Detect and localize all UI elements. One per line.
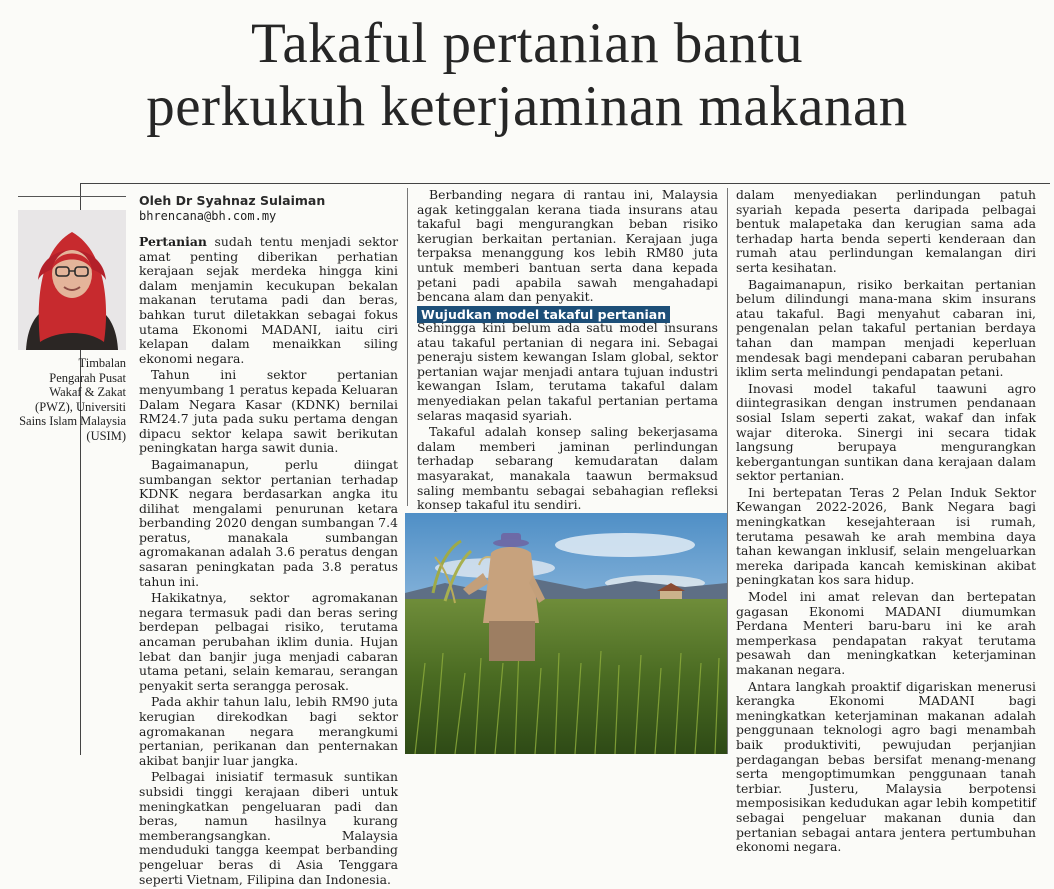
subheading: Wujudkan model takaful pertanian: [417, 306, 670, 323]
paragraph: Model ini amat relevan dan bertepatan gagasan Ekonomi MADANI diumumkan Perdana Menteri baru-baru ini ke arah memperkasa pendapatan rakyat terutama pesawah dan meningkatkan keterjaminan makanan negara.: [736, 589, 1036, 677]
paragraph: Antara langkah proaktif digariskan menerusi kerangka Ekonomi MADANI bagi meningkatkan keterjaminan makanan adalah penggunaan teknologi agro bagi menambah baik produktiviti, pewujudan perjanjian perdagangan bebas bersifat menang-menang serta mengoptimumkan penggunaan tanah terbiar. Justeru, Malaysia berpotensi memposisikan kedudukan agar lebih kompetitif sebagai pengeluar makanan dunia dan pertanian sebagai antara jentera pertumbuhan ekonomi negara.: [736, 678, 1036, 855]
column-3: [736, 188, 1036, 857]
headline-line-1: Takaful pertanian bantu: [251, 12, 803, 75]
caption-line: (PWZ), Universiti: [35, 399, 126, 414]
caption-line: Pengarah Pusat: [49, 370, 126, 385]
paragraph: Tahun ini sektor pertanian menyumbang 1 peratus kepada Keluaran Dalam Negara Kasar (KDNK) bernilai RM24.7 juta pada suku pertama dengan dipacu sektor kelapa sawit berikutan peningkatan harga sawit dunia.: [139, 367, 398, 456]
author-email: bhrencana@bh.com.my: [139, 209, 277, 223]
paragraph: Hakikatnya, sektor agromakanan negara termasuk padi dan beras sering berdepan pelbagai risiko, terutama ancaman perubahan iklim dunia. Hujan lebat dan banjir juga menjadi cabaran utama petani, selain kemarau, serangan penyakit serta serangga perosak.: [139, 590, 398, 693]
headline-line-2: perkukuh keterjaminan makanan: [146, 75, 908, 138]
byline: [139, 193, 325, 223]
lead-paragraph: [139, 235, 398, 366]
paragraph: Sehingga kini belum ada satu model insurans atau takaful pertanian di negara ini. Sebagai peneraju sistem kewangan Islam global, sektor pertanian wajar menjadi antara tujuan industri kewangan Islam, terutama takaful dalam menyediakan pelan takaful pertanian pertama selaras maqasid syariah.: [417, 320, 718, 423]
author-portrait-illustration: [18, 210, 126, 350]
paragraph: dalam menyediakan perlindungan patuh syariah kepada peserta daripada pelbagai bentuk malapetaka dan kerugian sama ada terhadap harta benda seperti kenderaan dan rumah atau perlindungan kemalangan diri serta kesihatan.: [736, 187, 1036, 275]
column-divider: [407, 188, 408, 506]
rice-field-photo: [405, 513, 727, 754]
paragraph: Ini bertepatan Teras 2 Pelan Induk Sektor Kewangan 2022-2026, Bank Negara bagi meningkatkan kesejahteraan isi rumah, terutama pesawah ke arah membina daya tahan kewangan inklusif, selain mengeluarkan mereka daripada kancah kemiskinan akibat peningkatan kos sara hidup.: [736, 484, 1036, 588]
caption-line: Wakaf & Zakat: [49, 385, 126, 400]
paragraph: Bagaimanapun, risiko berkaitan pertanian belum dilindungi mana-mana skim insurans atau takaful. Bagi menyahut cabaran ini, pengenalan pelan takaful pertanian berdaya tahan dan mampan menjadi keperluan mendesak bagi mendepani cabaran perubahan iklim serta melindungi pendapatan petani.: [736, 276, 1036, 380]
author-name: Oleh Dr Syahnaz Sulaiman: [139, 193, 326, 208]
paragraph: Pada akhir tahun lalu, lebih RM90 juta kerugian direkodkan bagi sektor agromakanan negara merangkumi pertanian, perikanan dan penternakan akibat banjir luar jangka.: [139, 694, 398, 768]
paragraph: Berbanding negara di rantau ini, Malaysia agak ketinggalan kerana tiada insurans atau takaful bagi mengurangkan beban risiko kerugian berkaitan pertanian. Kerajaan juga terpaksa menanggung kos lebih RM80 juta untuk memberi bantuan serta dana kepada petani padi apabila sawah mengahadapi bencana alam dan penyakit.: [417, 187, 718, 305]
paragraph: Takaful adalah konsep saling bekerjasama dalam memberi jaminan perlindungan terhadap sebarang kemudaratan dalam masyarakat, manakala taawun bermaksud saling membantu sebagai sebahagian refleksi konsep takaful itu sendiri.: [417, 424, 718, 513]
author-photo: [18, 210, 126, 350]
caption-line: (USIM): [86, 428, 126, 443]
lead-text: sudah tentu menjadi sektor amat penting diberikan perhatian kerajaan sejak merdeka hingga kini dalam menjamin kecukupan bekalan makanan terutama padi dan beras, bahkan turut diletakkan sebagai fokus utama Ekonomi MADANI, iaitu ciri kelapan dalam menaikkan siling ekonomi negara.: [139, 234, 398, 366]
lead-word: Pertanian: [139, 234, 207, 249]
column-2-top: [417, 188, 718, 307]
article-top-rule: [80, 183, 1050, 184]
column-1: [139, 235, 398, 889]
paragraph: Inovasi model takaful taawuni agro diintegrasikan dengan instrumen pendanaan sosial Islam seperti zakat, wakaf dan infak wajar diteroka. Sinergi ini secara tidak langsung berupaya mengurangkan kebergantungan suntikan dana kerajaan dalam sektor pertanian.: [736, 380, 1036, 484]
photo-top-rule: [18, 196, 126, 197]
paragraph: Bagaimanapun, perlu diingat sumbangan sektor pertanian terhadap KDNK negara berdasarkan angka itu dilihat mengalami penurunan ketara berbanding 2020 dengan sumbangan 7.4 peratus, manakala sumbangan agromakanan adalah 3.6 peratus dengan sasaran peningkatan pada 3.8 peratus tahun ini.: [139, 456, 398, 589]
caption-line: Timbalan: [78, 356, 126, 370]
farmer-in-paddy-illustration: [405, 513, 727, 754]
headline: [0, 12, 1054, 138]
caption-line: Sains Islam Malaysia: [19, 414, 126, 429]
author-caption: [18, 356, 126, 444]
column-divider: [727, 188, 728, 754]
paragraph: Pelbagai inisiatif termasuk suntikan subsidi tinggi kerajaan diberi untuk meningkatkan pengeluaran padi dan beras, namun hasilnya kurang memberangsangkan. Malaysia menduduki tangga keempat berbanding pengeluar beras di Asia Tenggara seperti Vietnam, Filipina dan Indonesia.: [139, 769, 398, 887]
